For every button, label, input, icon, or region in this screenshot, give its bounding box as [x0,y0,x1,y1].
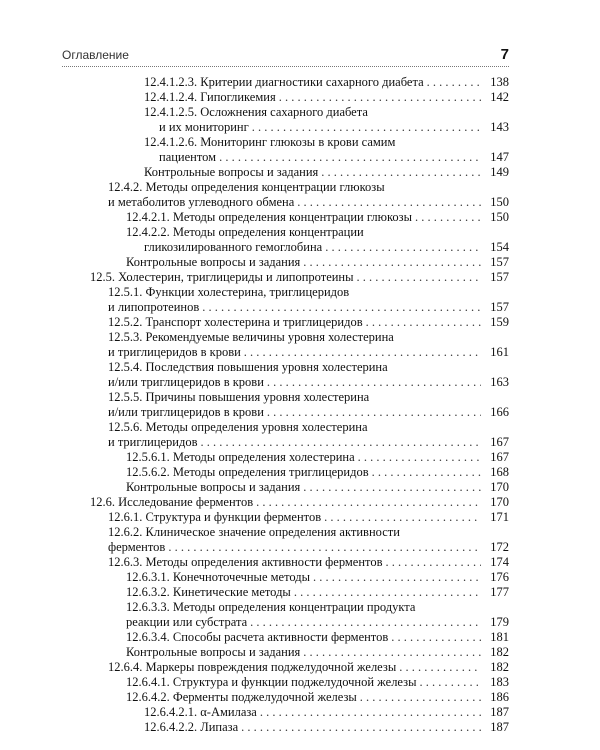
toc-entry[interactable]: гликозилированного гемоглобина . . . 154 [144,240,509,255]
toc-entry[interactable]: 12.6.3. Методы определения активности ферментов . . . 174 [108,555,509,570]
toc-entry[interactable]: 12.5.6.1. Методы определения холестерина . . . 167 [126,450,509,465]
toc-entry[interactable]: 12.5.6.2. Методы определения триглицеридов . . . 168 [126,465,509,480]
toc-entry[interactable]: и их мониторинг . . . 143 [159,120,509,135]
toc-entry[interactable]: и метаболитов углеводного обмена . . . 150 [108,195,509,210]
toc-entry[interactable]: реакции или субстрата . . . 179 [126,615,509,630]
toc-entry[interactable]: 12.6.4.2.1. α-Амилаза . . . 187 [144,705,509,720]
header-page-number: 7 [500,46,509,63]
toc-entry-line[interactable]: 12.5.4. Последствия повышения уровня холестерина [108,360,388,374]
toc-entry-line[interactable]: 12.4.2. Методы определения концентрации глюкозы [108,180,385,194]
toc-entry[interactable]: 12.6.4.2. Ферменты поджелудочной железы . . . 186 [126,690,509,705]
toc-entry[interactable]: 12.6.1. Структура и функции ферментов . . . 171 [108,510,509,525]
toc-entry[interactable]: 12.6.3.2. Кинетические методы . . . 177 [126,585,509,600]
toc-entry-line[interactable]: 12.4.1.2.5. Осложнения сахарного диабета [144,105,368,119]
toc-entry-line[interactable]: 12.6.3.3. Методы определения концентрации продукта [126,600,416,614]
toc-entry[interactable]: Контрольные вопросы и задания . . . 149 [144,165,509,180]
toc-entry-line[interactable]: 12.4.2.2. Методы определения концентрации [126,225,364,239]
toc-entry-line[interactable]: 12.5.5. Причины повышения уровня холестерина [108,390,370,404]
toc-entry[interactable]: Контрольные вопросы и задания . . . 170 [126,480,509,495]
toc-entry[interactable]: 12.6.3.4. Способы расчета активности ферментов . . . 181 [126,630,509,645]
toc-entry[interactable]: 12.4.1.2.4. Гипогликемия . . . 142 [144,90,509,105]
toc-entry-line[interactable]: 12.5.6. Методы определения уровня холестерина [108,420,368,434]
toc-entry[interactable]: 12.6. Исследование ферментов . . . 170 [90,495,509,510]
header-title: Оглавление [62,48,129,62]
toc-entry[interactable]: Контрольные вопросы и задания . . . 182 [126,645,509,660]
toc-entry[interactable]: ферментов . . . 172 [108,540,509,555]
toc-entry[interactable]: и триглицеридов в крови . . . 161 [108,345,509,360]
toc-entry[interactable]: 12.6.4.2.2. Липаза . . . 187 [144,720,509,735]
toc-entry-line[interactable]: 12.5.3. Рекомендуемые величины уровня холестерина [108,330,394,344]
toc-entry[interactable]: и триглицеридов . . . 167 [108,435,509,450]
toc-entry[interactable]: 12.5.2. Транспорт холестерина и триглицеридов . . . 159 [108,315,509,330]
toc-entry[interactable]: 12.4.2.1. Методы определения концентрации глюкозы . . . 150 [126,210,509,225]
toc-entry[interactable]: 12.4.1.2.3. Критерии диагностики сахарного диабета . . . 138 [144,75,509,90]
toc-entry[interactable]: и/или триглицеридов в крови . . . 166 [108,405,509,420]
toc-entry[interactable]: пациентом . . . 147 [159,150,509,165]
toc-entry[interactable]: и/или триглицеридов в крови . . . 163 [108,375,509,390]
toc-entry-line[interactable]: 12.6.2. Клиническое значение определения активности [108,525,400,539]
toc-entry[interactable]: 12.6.3.1. Конечноточечные методы . . . 176 [126,570,509,585]
toc-entry-line[interactable]: 12.4.1.2.6. Мониторинг глюкозы в крови самим [144,135,396,149]
toc-entry[interactable]: 12.5. Холестерин, триглицериды и липопротеины . . . 157 [90,270,509,285]
toc-entry[interactable]: 12.6.4.1. Структура и функции поджелудочной железы . . . 183 [126,675,509,690]
toc-entry[interactable]: Контрольные вопросы и задания . . . 157 [126,255,509,270]
toc-entry[interactable]: и липопротеинов . . . 157 [108,300,509,315]
toc-entry-line[interactable]: 12.5.1. Функции холестерина, триглицеридов [108,285,350,299]
toc-entry[interactable]: 12.6.4. Маркеры повреждения поджелудочной железы . . . 182 [108,660,509,675]
